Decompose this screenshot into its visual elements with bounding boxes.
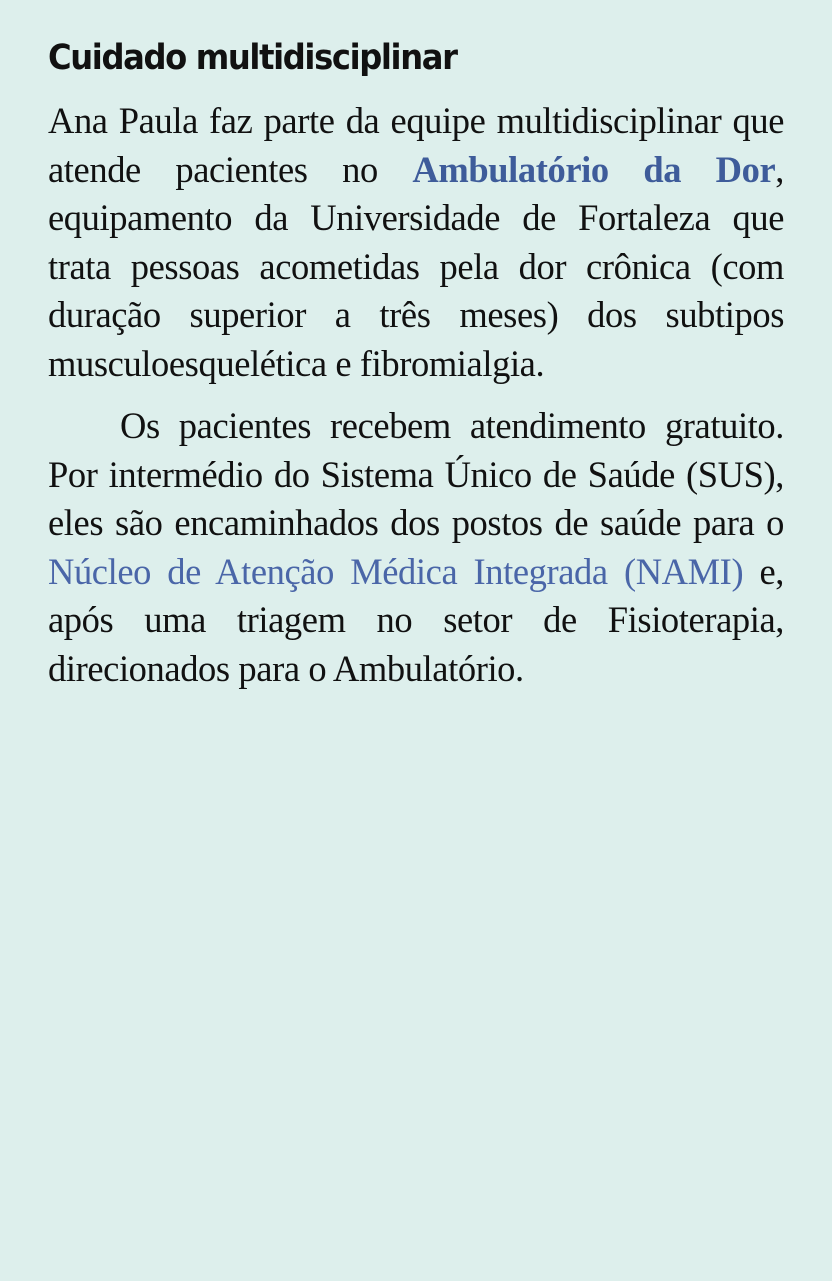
paragraph-intro-text-1: Ana Paula faz parte da equipe multidisciplinar que atende pacientes no — [48, 100, 784, 190]
section-heading: Cuidado multidisciplinar — [48, 38, 457, 78]
paragraph-patients — [48, 402, 784, 693]
paragraph-intro-text-2: , equipamento da Universidade de Fortaleza que trata pessoas acometidas pela dor crônica (com duração superior a três meses) dos subtipos musculoesquelética e fibromialgia. — [48, 148, 784, 384]
paragraph-patients-text-1: Os pacientes recebem atendimento gratuito. Por intermédio do Sistema Único de Saúde (SUS), eles são encaminhados dos postos de saúde para o — [48, 405, 784, 543]
ambulatorio-da-dor-highlight: Ambulatório da Dor — [412, 148, 776, 190]
nami-link[interactable]: Núcleo de Atenção Médica Integrada (NAMI) — [48, 550, 744, 592]
paragraph-intro — [48, 97, 784, 388]
paragraph-patients-text-2: e, após uma triagem no setor de Fisioterapia, direcionados para o Ambulatório. — [48, 550, 784, 689]
